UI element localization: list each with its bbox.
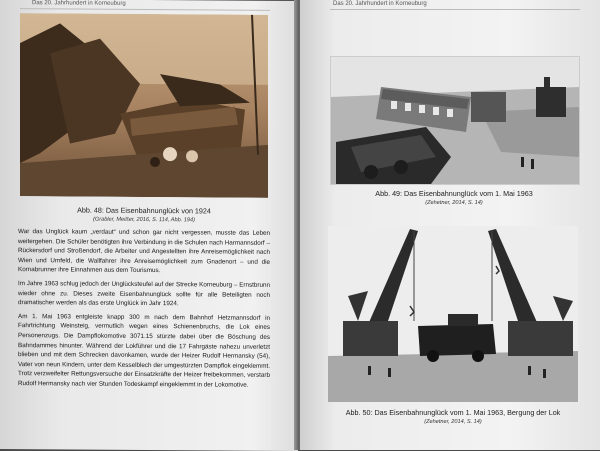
figure-49-caption-text: Abb. 49: Das Eisenbahnunglück vom 1. Mai 1963 bbox=[375, 189, 533, 198]
running-head-rule-right bbox=[330, 9, 580, 10]
figure-50-caption bbox=[328, 408, 578, 425]
figure-49-source: (Zehetner, 2014, S. 14) bbox=[425, 200, 483, 206]
figure-48-caption-text: Abb. 48: Das Eisenbahnunglück von 1924 bbox=[77, 205, 211, 216]
figure-48-photo bbox=[20, 13, 268, 198]
figure-48-source: (Grabler, Meißer, 2016, S. 114, Abb. 194) bbox=[93, 216, 195, 224]
figure-50-photo bbox=[328, 226, 578, 402]
paragraph-2: Im Jahre 1963 schlug jedoch der Unglücksteufel auf der Strecke Korneuburg – Ernstbrunn wieder ohne zu. Dieses zweite Eisenbahnunglück sollte für alle Beteiligten noch dramatischer werden als das erste Unglück im Jahr 1924. bbox=[18, 280, 270, 308]
running-head-rule bbox=[20, 8, 270, 11]
paragraph-1: War das Unglück kaum „verdaut“ und schon gar nicht vergessen, musste das Leben weitergehen. Die Schüler benötigten ihre Verbindung in die Schulen nach Harmannsdorf – Rückersdorf und Stroßendorf, die Arbeiter und Angestellten ihre Anreisemöglichkeit nach Wien und Umfeld, die Wallfahrer ihre Anreisemöglichkeit zum Gnadenort – und die Kornabrunner ihre Einnahmen aus dem Tourismus. bbox=[18, 228, 270, 275]
running-head-left: Das 20. Jahrhundert in Korneuburg bbox=[32, 0, 126, 7]
left-page bbox=[0, 0, 298, 451]
figure-50-source: (Zehetner, 2014, S. 14) bbox=[424, 419, 482, 425]
figure-50-caption-text: Abb. 50: Das Eisenbahnunglück vom 1. Mai 1963, Bergung der Lok bbox=[345, 408, 561, 417]
body-text bbox=[18, 227, 270, 394]
running-head-right: Das 20. Jahrhundert in Korneuburg bbox=[333, 1, 427, 7]
paragraph-3: Am 1. Mai 1963 entgleiste knapp 300 m nach dem Bahnhof Hetzmannsdorf in Fahrtrichtung Weinsteig, vermutlich wegen eines Schienenbruchs, die Lok eines Personenzugs. Die Dampflokomotive 3071.15 stürzte dabei über die Böschung des Bahndammes hinunter. Während der Lokführer und die 17 Fahrgäste nahezu unverletzt blieben und mit dem Schrecken davonkamen, wurde der Heizer Rudolf Hermansky (54), Vater von neun Kindern, unter dem Kesselblech der umgestürzten Dampflok eingeklemmt. Trotz verzweifelter Rettungsversuche der Einsatzkräfte der Heizer freibekommen, verstarb Rudolf Hermansky nach vier Stunden Todeskampf eingeklemmt in der Lokomotive. bbox=[18, 312, 270, 389]
figure-49-photo bbox=[330, 56, 580, 185]
figure-48-caption bbox=[20, 205, 268, 224]
figure-49-caption bbox=[330, 189, 578, 206]
right-page bbox=[300, 0, 600, 450]
